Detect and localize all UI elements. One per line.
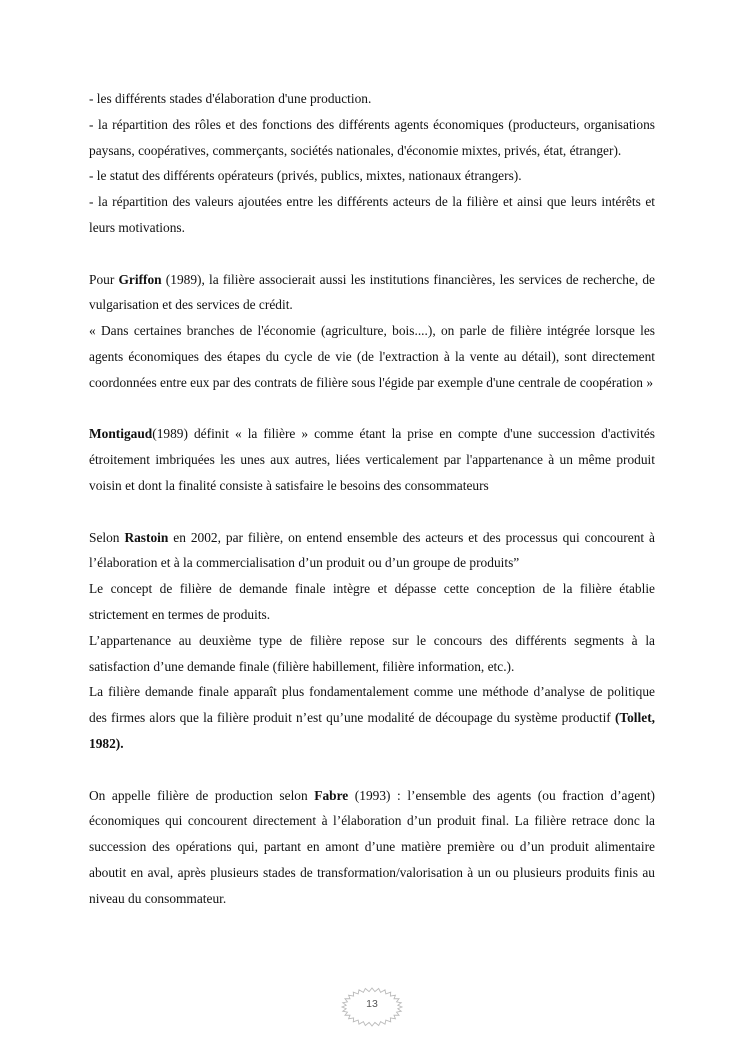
reference-tollet: (Tollet, 1982). [89, 710, 655, 751]
page-body [89, 86, 655, 912]
paragraph-griffon [89, 267, 655, 319]
list-item-roles [89, 112, 655, 164]
list-item-operator-status [89, 163, 655, 189]
paragraph-text: (1989) définit « la filière » comme étant la prise en compte d'une succession d'activités étroitement imbriquées les unes aux autres, liées verticalement par l'appartenance à un même produit voisin et dont la finalité consiste à satisfaire le besoins des consommateurs [89, 426, 655, 493]
paragraph-text: Selon [89, 529, 125, 545]
author-griffon: Griffon [118, 271, 162, 287]
page-number-badge [340, 986, 404, 1028]
paragraph-fabre [89, 783, 655, 912]
author-fabre: Fabre [314, 787, 349, 803]
paragraph-text: L’appartenance au deuxième type de filière repose sur le concours des différents segments à la satisfaction d’une demande finale (filière habillement, filière information, etc.). [89, 632, 655, 674]
list-item-text: - les différents stades d'élaboration d'une production. [89, 91, 372, 106]
paragraph-rastoin [89, 525, 655, 577]
author-rastoin: Rastoin [124, 529, 169, 545]
paragraph-text: Pour [89, 271, 119, 287]
list-item-value-added [89, 189, 655, 241]
paragraph-text: en 2002, par filière, on entend ensemble des acteurs et des processus qui concourent à l’élaboration et à la commercialisation d’un produit ou d’un groupe de produits” [89, 529, 655, 571]
paragraph-spacer [89, 499, 655, 525]
quote-text: « Dans certaines branches de l'économie (agriculture, bois....), on parle de filière intégrée lorsque les agents économiques des étapes du cycle de vie (de l'extraction à la vente au détail), sont directement coordonnées entre eux par des contrats de filière sous l'égide par exemple d'une centrale de coopération » [89, 323, 655, 390]
paragraph-spacer [89, 241, 655, 267]
paragraph-text: (1989), la filière associerait aussi les institutions financières, les services de recherche, de vulgarisation et des services de crédit. [89, 271, 655, 313]
paragraph-spacer [89, 757, 655, 783]
list-item-text: - la répartition des rôles et des fonctions des différents agents économiques (producteurs, organisations paysans, coopératives, commerçants, sociétés nationales, d'économie mixtes, privés, état, étranger). [89, 116, 655, 158]
list-item-production-stages [89, 86, 655, 112]
paragraph-text: (1993) : l’ensemble des agents (ou fraction d’agent) économiques qui concourent directement à l’élaboration d’un produit final. La filière retrace donc la succession des opérations qui, partant en amont d’une matière première ou d’un produit alimentaire aboutit en aval, après plusieurs stades de transformation/valorisation à un ou plusieurs produits finis au niveau du consommateur. [89, 787, 656, 906]
paragraph-demande-finale [89, 679, 655, 756]
author-montigaud: Montigaud [89, 426, 153, 442]
quote-integrated-filiere [89, 318, 655, 395]
paragraph-appartenance [89, 628, 655, 680]
paragraph-text: La filière demande finale apparaît plus fondamentalement comme une méthode d’analyse de politique des firmes alors que la filière produit n’est qu’une modalité de découpage du système productif [89, 684, 655, 726]
paragraph-concept [89, 576, 655, 628]
list-item-text: - le statut des différents opérateurs (privés, publics, mixtes, nationaux étrangers). [89, 168, 522, 184]
paragraph-montigaud [89, 421, 655, 498]
page-number: 13 [366, 998, 378, 1010]
paragraph-text: Le concept de filière de demande finale intègre et dépasse cette conception de la filière établie strictement en termes de produits. [89, 581, 655, 622]
paragraph-spacer [89, 396, 655, 422]
list-item-text: - la répartition des valeurs ajoutées entre les différents acteurs de la filière et ainsi que leurs intérêts et leurs motivations. [89, 194, 655, 235]
paragraph-text: On appelle filière de production selon [89, 787, 315, 803]
